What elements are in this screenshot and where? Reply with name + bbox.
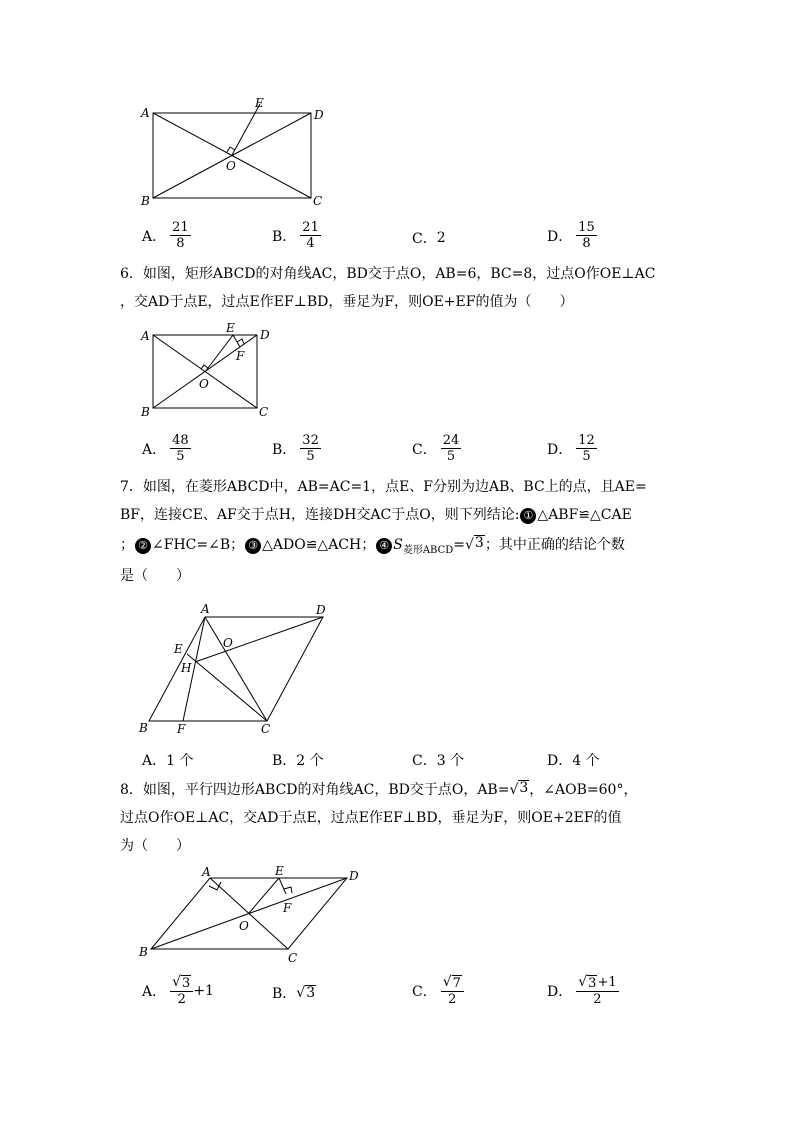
q6-option-a[interactable]: A． $\frac{48}{5}$ [142,433,189,464]
q6-text-line1: 6．如图，矩形ABCD的对角线AC，BD交于点O，AB=6，BC=8，过点O作OE⊥AC [120,266,656,282]
q7-text-line3: ； ② ∠FHC=∠B； ③ △ADO≌△ACH； ④ $S_{菱形ABCD}=$ √ 3 ；其中正确的结论个数 [120,535,625,556]
fig6-label-o: O [199,377,209,391]
q7-text-line2: BF，连接CE、AF交于点H，连接DH交AC于点O，则下列结论: ① △ABF≌△CAE [120,507,632,523]
q5-option-a[interactable]: A． $\frac{21}{8}$ [142,220,189,251]
fig8-label-f: F [283,901,292,915]
q6-option-d[interactable]: D． $\frac{12}{5}$ [547,433,595,464]
q6-option-b[interactable]: B． $\frac{32}{5}$ [272,433,319,464]
q6-option-c[interactable]: C． $\frac{24}{5}$ [412,433,460,464]
fig7-label-b: B [139,721,148,735]
figure-q5 [135,95,335,210]
fig5-label-o: O [226,159,236,173]
fig5-label-d: D [314,108,324,122]
fig6-label-b: B [141,405,150,419]
q7-option-b[interactable]: B． 2 个 [272,753,324,769]
fig7-label-c: C [261,722,271,736]
fig8-label-e: E [275,864,284,878]
q6-text-line2: ，交AD于点E，过点E作EF⊥BD，垂足为F，则OE+EF的值为（ ） [120,294,574,310]
figure-q7 [135,600,335,740]
q8-text-line1: 8．如图，平行四边形ABCD的对角线AC，BD交于点O，AB= √ 3 ，∠AOB=60°， [120,780,638,798]
fig7-label-a: A [201,602,210,616]
q8-option-b[interactable]: B． √ 3 [272,985,316,1002]
q8-option-a[interactable]: A． √ 3 2 +1 [142,974,214,1007]
fig6-label-f: F [236,349,245,363]
fig6-label-a: A [141,329,150,343]
fig6-label-d: D [260,328,270,342]
fig8-label-d: D [349,869,359,883]
conclusion-3-marker: ③ [245,538,261,554]
fig7-label-h: H [181,661,192,675]
fig7-label-e: E [174,642,183,656]
fig7-label-f: F [177,722,186,736]
fig8-label-a: A [202,865,211,879]
q8-text-line2: 过点O作OE⊥AC，交AD于点E，过点E作EF⊥BD，垂足为F，则OE+2EF的值 [120,810,622,826]
fig5-label-c: C [313,194,323,208]
fig6-label-e: E [226,321,235,335]
fig6-label-c: C [259,405,269,419]
q5-option-b[interactable]: B． $\frac{21}{4}$ [272,220,319,251]
conclusion-4-marker: ④ [376,538,392,554]
fig8-label-b: B [139,945,148,959]
q5-option-d[interactable]: D． $\frac{15}{8}$ [547,220,595,251]
figure-q8 [135,862,375,972]
q8-option-c[interactable]: C． √ 7 2 [412,975,464,1007]
q7-text-line1: 7．如图，在菱形ABCD中，AB=AC=1，点E、F分别为边AB、BC上的点，且AE= [120,479,647,495]
fig5-label-e: E [255,96,264,110]
fig5-label-b: B [141,194,150,208]
fig7-label-o: O [223,636,233,650]
q5-option-c[interactable]: C． 2 [412,230,446,247]
q7-option-c[interactable]: C． 3 个 [412,753,465,769]
q7-option-d[interactable]: D． 4 个 [547,753,600,769]
q7-text-line4: 是（ ） [120,568,190,584]
fig5-label-a: A [141,106,150,120]
fig7-label-d: D [316,603,326,617]
fig8-label-o: O [239,919,249,933]
figure-q6 [135,318,285,423]
q8-text-line3: 为（ ） [120,838,190,854]
q8-option-d[interactable]: D． √ 3 +1 2 [547,974,617,1007]
conclusion-1-marker: ① [520,508,536,524]
fig8-label-c: C [288,951,298,965]
conclusion-2-marker: ② [135,538,151,554]
q7-option-a[interactable]: A． 1 个 [142,753,194,769]
